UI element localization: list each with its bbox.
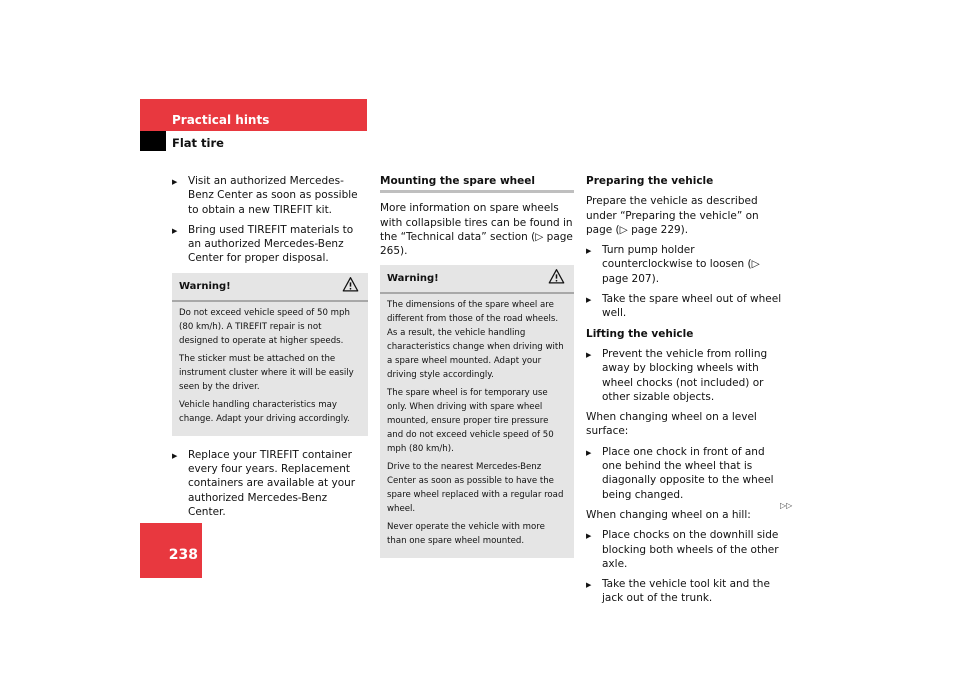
header-title: Practical hints: [172, 113, 270, 127]
bullet-item: ▶ Replace your TIREFIT container every four years. Replacement containers are available at your authorized Mercedes-Benz Center.: [172, 448, 356, 518]
warning-paragraph: Drive to the nearest Mercedes-Benz Center as soon as possible to have the spare wheel replaced with a regular road wheel.: [387, 462, 564, 515]
bullet-arrow-icon: ▶: [586, 296, 592, 305]
header-subtitle: Flat tire: [172, 136, 224, 150]
bullet-item: ▶ Take the vehicle tool kit and the jack out of the trunk.: [586, 578, 770, 605]
warning-triangle-icon: [342, 276, 359, 293]
bullet-item: ▶ Visit an authorized Mercedes-Benz Center as soon as possible to obtain a new TIREFIT kit.: [172, 175, 358, 216]
bullet-arrow-icon: ▶: [172, 451, 178, 460]
bullet-arrow-icon: ▶: [586, 532, 592, 541]
section-title: Mounting the spare wheel: [380, 174, 574, 193]
warning-box: [172, 273, 368, 436]
warning-title: Warning!: [387, 273, 439, 285]
subheading-preparing: Preparing the vehicle: [586, 175, 714, 187]
warning-paragraph: The dimensions of the spare wheel are different from those of the road wheels. As a result, the vehicle handling characteristics change when driving with a spare wheel mounted. Adapt your driving style accordingly.: [387, 300, 564, 381]
warning-paragraph: The spare wheel is for temporary use only. When driving with spare wheel mounted, ensure proper tire pressure and do not exceed vehicle speed of 50 mph (80 km/h).: [387, 388, 554, 455]
warning-header: [380, 265, 574, 294]
bullet-arrow-icon: ▶: [172, 178, 178, 186]
subheading-lifting: Lifting the vehicle: [586, 327, 694, 340]
warning-box: [380, 265, 574, 558]
prep-paragraph: Prepare the vehicle as described under “Preparing the vehicle” on page (▷ page 229).: [586, 195, 759, 236]
hill-text: When changing wheel on a hill:: [586, 508, 751, 521]
warning-paragraph: Never operate the vehicle with more than one spare wheel mounted.: [387, 522, 545, 547]
warning-paragraph: The sticker must be attached on the instrument cluster where it will be easily seen by the driver.: [179, 353, 354, 392]
warning-title: Warning!: [179, 280, 231, 292]
bullet-item: ▶ Take the spare wheel out of wheel well.: [586, 293, 782, 320]
bullet-arrow-icon: ▶: [172, 226, 178, 235]
page-number: 238: [168, 547, 198, 563]
bullet-arrow-icon: ▶: [586, 581, 592, 590]
warning-header: [172, 273, 368, 302]
middle-column: [380, 174, 574, 570]
intro-paragraph: More information on spare wheels with collapsible tires can be found in the “Technical data” section (▷ page 265).: [380, 202, 573, 258]
right-column: [586, 174, 782, 612]
bullet-arrow-icon: ▶: [586, 448, 592, 457]
warning-paragraph: Do not exceed vehicle speed of 50 mph (80 km/h). A TIREFIT repair is not designed to operate at higher speeds.: [179, 307, 350, 346]
level-surface-text: When changing wheel on a level surface:: [586, 411, 757, 438]
header-black-tab: [140, 131, 166, 151]
bullet-item: ▶ Turn pump holder counterclockwise to loosen (▷ page 207).: [586, 244, 760, 285]
warning-triangle-icon: [548, 268, 565, 285]
bullet-item: ▶ Place one chock in front of and one behind the wheel that is diagonally opposite to the wheel being changed.: [586, 445, 774, 501]
bullet-arrow-icon: ▶: [586, 247, 592, 256]
bullet-item: ▶ Prevent the vehicle from rolling away by blocking wheels with wheel chocks (not included) or other sizable objects.: [586, 347, 768, 403]
bullet-item: ▶ Place chocks on the downhill side blocking both wheels of the other axle.: [586, 529, 779, 570]
left-column: [172, 174, 368, 525]
bullet-arrow-icon: ▶: [586, 350, 592, 359]
warning-paragraph: Vehicle handling characteristics may change. Adapt your driving accordingly.: [179, 399, 350, 424]
bullet-item: ▶ Bring used TIREFIT materials to an authorized Mercedes-Benz Center for proper disposal.: [172, 223, 354, 265]
continued-mark: ▷▷: [780, 501, 793, 510]
